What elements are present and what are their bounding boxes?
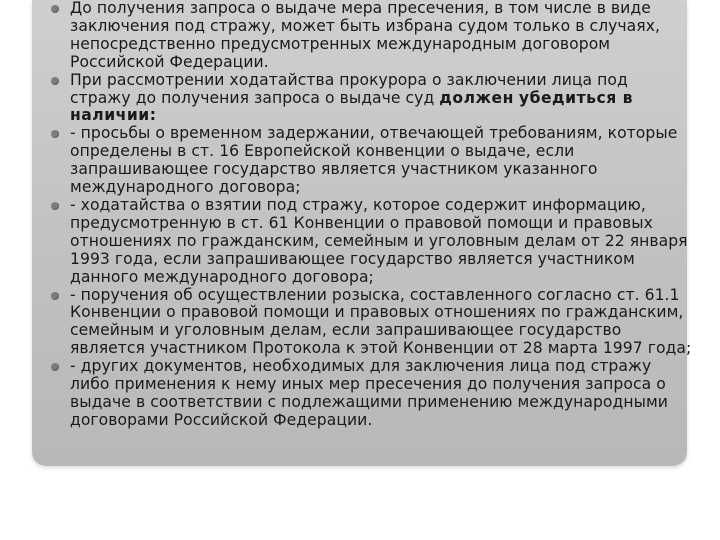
bullet-item-search-order — [48, 287, 693, 359]
bullet-dot-icon — [51, 202, 59, 210]
bullet-dot-icon — [51, 77, 59, 85]
bullet-item-custody-petition — [48, 197, 693, 287]
bullet-dot-icon — [51, 292, 59, 300]
bullet-text: - ходатайства о взятии под стражу, которое содержит информацию, предусмотренную в ст. 61 Конвенции о правовой помощи и правовых отношениях по гражданским, семейным и уголовным делам от 22 января 1993 года, если запрашивающее государство является участником данного международного договора; — [70, 195, 688, 286]
bullet-list — [48, 0, 693, 430]
bullet-item-preventive-measure — [48, 0, 693, 72]
bullet-text: - поручения об осуществлении розыска, составленного согласно ст. 61.1 Конвенции о правовой помощи и правовых отношениях по гражданским, семейным и уголовным делам, если запрашивающее государство является участником Протокола к этой Конвенции от 28 марта 1997 года; — [70, 285, 692, 358]
bullet-dot-icon — [51, 130, 59, 138]
slide-body — [48, 0, 693, 430]
bullet-item-temporary-detention-request — [48, 125, 693, 197]
bullet-text: - просьбы о временном задержании, отвечающей требованиям, которые определены в ст. 16 Европейской конвенции о выдаче, если запрашивающее государство является участником указанного международного договора; — [70, 124, 678, 197]
bullet-text: - других документов, необходимых для заключения лица под стражу либо применения к нему иных мер пресечения до получения запроса о выдаче в соответствии с подлежащими применению международными договорами Российской Федерации. — [70, 357, 668, 429]
bullet-emphasis-verify: убедиться в наличии: — [70, 88, 634, 125]
bullet-text: При рассмотрении ходатайства прокурора о заключении лица под стражу до получения запроса о выдаче суд — [70, 70, 628, 107]
bullet-item-other-documents — [48, 358, 693, 430]
bullet-emphasis-must: должен — [439, 88, 514, 107]
bullet-dot-icon — [51, 5, 59, 13]
bullet-item-court-must-verify — [48, 72, 693, 126]
bullet-text: До получения запроса о выдаче мера пресечения, в том числе в виде заключения под стражу, может быть избрана судом только в случаях, непосредственно предусмотренных международным договором Российской Федерации. — [70, 0, 661, 71]
bullet-dot-icon — [51, 363, 59, 371]
